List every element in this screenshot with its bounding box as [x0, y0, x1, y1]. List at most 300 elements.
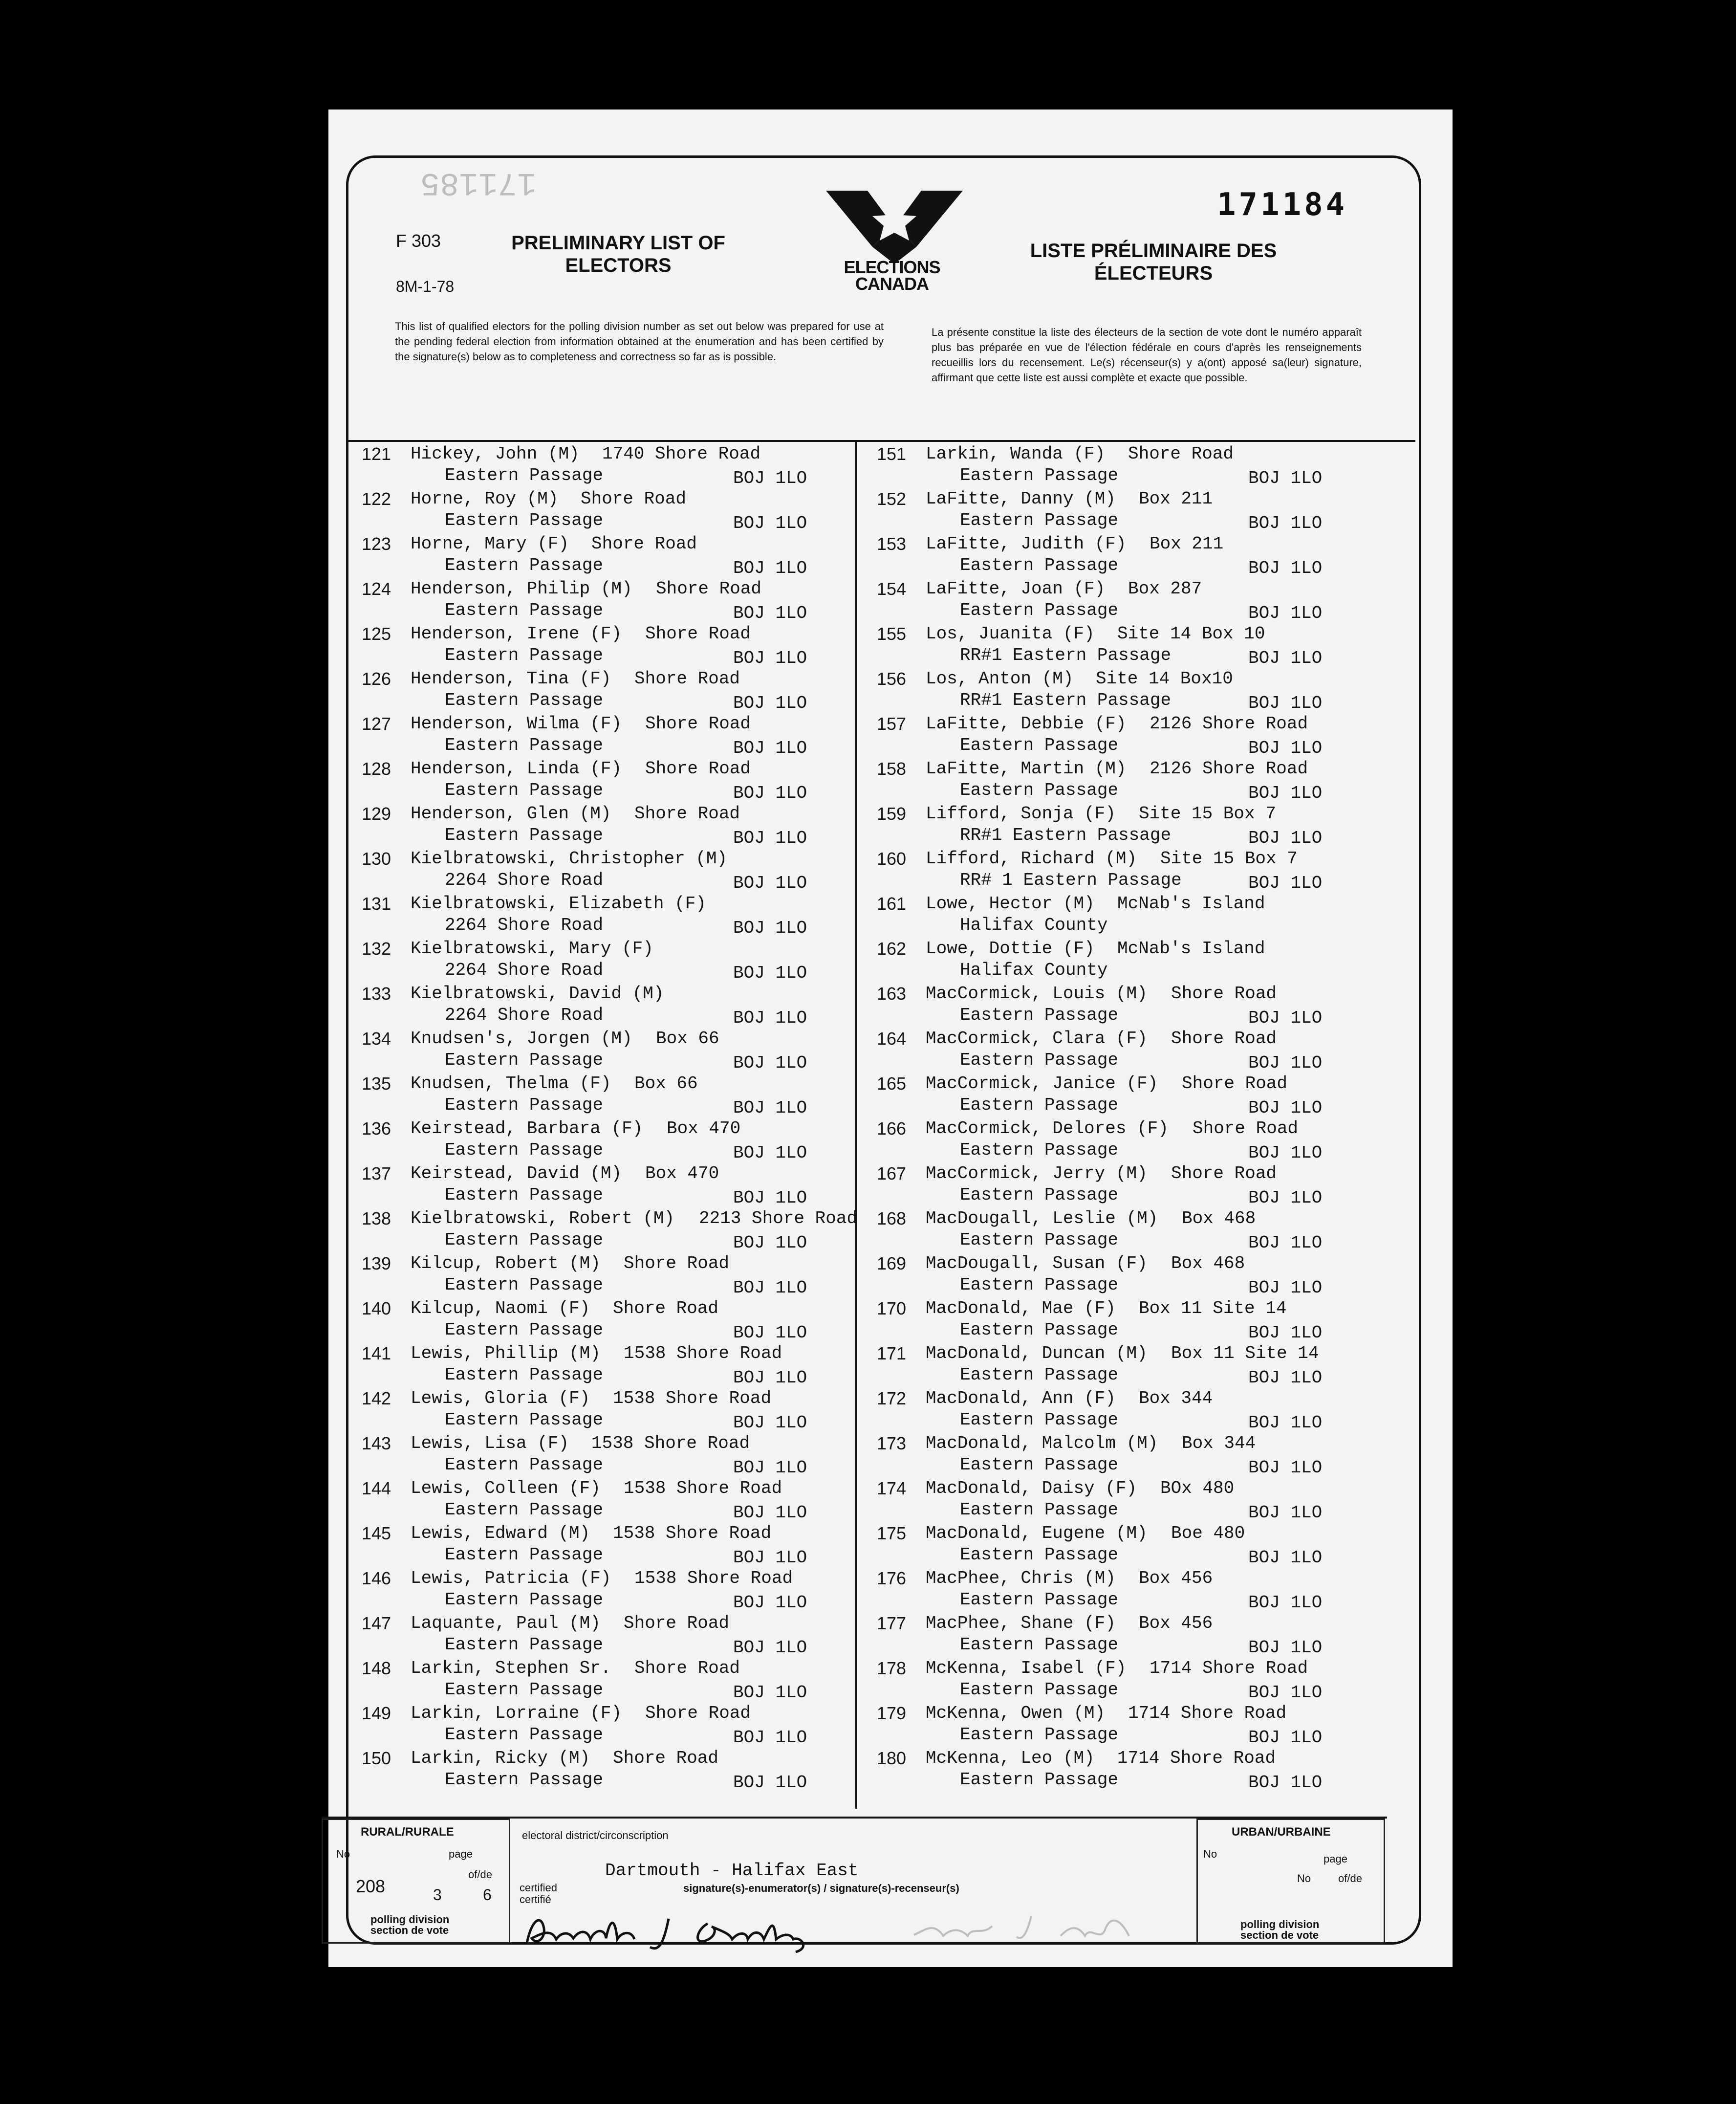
page-total: 6: [483, 1886, 492, 1904]
elector-name: Henderson, Glen (M): [411, 804, 611, 824]
elector-entry: [877, 1702, 1380, 1747]
elector-name: Lewis, Edward (M): [411, 1523, 590, 1543]
elector-name: MacDonald, Ann (F): [926, 1388, 1116, 1408]
elector-address-line2: Eastern Passage: [960, 1500, 1119, 1520]
intro-text-french: La présente constitue la liste des électeurs de la section de vote dont le numéro apparaît plus bas préparée en vue de l'élection fédérale en cours d'après les renseignements recueillis lors du recensement. Le(s) récenseur(s) y a(ont) apposé sa(leur) signature, affirmant que cette liste est aussi complète et exacte que possible.: [932, 326, 1362, 384]
elector-address: 1538 Shore Road: [624, 1343, 782, 1363]
elector-address: Shore Road: [645, 624, 751, 644]
elector-number: 137: [362, 1163, 391, 1184]
elector-address-line2: Eastern Passage: [445, 1455, 604, 1475]
elector-address-line2: Eastern Passage: [960, 1320, 1119, 1340]
elector-number: 124: [362, 579, 391, 599]
elector-entry: [362, 623, 865, 668]
elector-number: 128: [362, 759, 391, 779]
elector-number: 167: [877, 1163, 907, 1184]
elector-number: 145: [362, 1523, 391, 1543]
elector-name: Larkin, Wanda (F): [926, 444, 1106, 464]
elector-entry: [362, 1252, 865, 1297]
elector-name: Kilcup, Robert (M): [411, 1253, 601, 1273]
elector-postal-code: BOJ 1LO: [1248, 783, 1323, 803]
elector-entry: [362, 1612, 865, 1657]
elector-address: Shore Road: [656, 579, 762, 599]
elector-address-line2: Eastern Passage: [960, 465, 1119, 485]
elector-postal-code: BOJ 1LO: [1248, 1278, 1323, 1298]
elector-address-line2: Eastern Passage: [445, 1680, 604, 1700]
elector-address: Site 15 Box 7: [1160, 849, 1298, 869]
elector-postal-code: BOJ 1LO: [1248, 873, 1323, 893]
elector-entry: [362, 758, 865, 803]
elector-name: Los, Juanita (F): [926, 624, 1095, 644]
elector-number: 133: [362, 984, 391, 1004]
elector-number: 162: [877, 939, 907, 959]
elector-number: 149: [362, 1703, 391, 1723]
elector-address-line2: Eastern Passage: [445, 1095, 604, 1115]
page-number: 3: [433, 1886, 442, 1904]
rural-page-label: page: [449, 1848, 473, 1860]
elector-entry: [877, 938, 1380, 983]
elector-address: Shore Road: [581, 489, 687, 509]
elector-entry: [362, 578, 865, 623]
elector-address: Box 470: [667, 1118, 741, 1139]
elector-address-line2: Eastern Passage: [960, 1590, 1119, 1610]
serial-number: 171184: [1217, 187, 1348, 223]
elector-number: 132: [362, 939, 391, 959]
elector-postal-code: BOJ 1LO: [733, 1548, 807, 1568]
elector-column-left: [362, 443, 865, 1792]
urban-no-label: No: [1203, 1848, 1217, 1860]
elector-name: Lewis, Lisa (F): [411, 1433, 569, 1453]
bleedthrough-signature: [894, 1907, 1139, 1946]
elector-number: 164: [877, 1029, 907, 1049]
elector-name: Knudsen's, Jorgen (M): [411, 1029, 632, 1049]
elector-entry: [362, 1477, 865, 1522]
elector-entry: [362, 803, 865, 848]
elector-postal-code: BOJ 1LO: [733, 1773, 807, 1793]
elector-address: Box 344: [1182, 1433, 1256, 1453]
elector-name: Kielbratowski, Elizabeth (F): [411, 894, 706, 914]
elector-number: 169: [877, 1253, 907, 1273]
elector-entry: [362, 938, 865, 983]
elector-address: Box 468: [1182, 1208, 1256, 1228]
elector-postal-code: BOJ 1LO: [1248, 738, 1323, 758]
elector-entry: [362, 443, 865, 488]
elector-name: Keirstead, Barbara (F): [411, 1118, 643, 1139]
elector-entry: [877, 668, 1380, 713]
elector-name: Larkin, Stephen Sr.: [411, 1658, 611, 1678]
electoral-district: Dartmouth - Halifax East: [605, 1861, 859, 1881]
elector-name: Henderson, Linda (F): [411, 759, 622, 779]
elector-address: Box 456: [1139, 1568, 1213, 1588]
elector-entry: [877, 1297, 1380, 1342]
elector-postal-code: BOJ 1LO: [1248, 1593, 1323, 1613]
elector-name: MacCormick, Jerry (M): [926, 1163, 1148, 1184]
elector-address-line2: Eastern Passage: [960, 780, 1119, 800]
elector-entry: [877, 1522, 1380, 1567]
elector-name: Horne, Mary (F): [411, 534, 569, 554]
elector-number: 134: [362, 1029, 391, 1049]
elector-postal-code: BOJ 1LO: [733, 1278, 807, 1298]
elector-postal-code: BOJ 1LO: [733, 1458, 807, 1478]
elector-name: Lowe, Hector (M): [926, 894, 1095, 914]
elector-address: Shore Road: [645, 1703, 751, 1723]
elector-postal-code: BOJ 1LO: [1248, 828, 1323, 848]
elector-number: 165: [877, 1074, 907, 1094]
elector-entry: [877, 623, 1380, 668]
elector-name: MacCormick, Janice (F): [926, 1074, 1158, 1094]
elector-address: Shore Road: [645, 714, 751, 734]
form-footer: [322, 1817, 1387, 1947]
elector-address: 1740 Shore Road: [602, 444, 761, 464]
elector-postal-code: BOJ 1LO: [733, 468, 807, 488]
elector-name: LaFitte, Joan (F): [926, 579, 1106, 599]
elector-entry: [877, 1162, 1380, 1207]
polling-division-number: 208: [356, 1876, 386, 1896]
elector-address-line2: Halifax County: [960, 960, 1108, 980]
elector-address-line2: Eastern Passage: [445, 1635, 604, 1655]
elector-address: Shore Road: [634, 804, 740, 824]
elector-number: 174: [877, 1478, 907, 1498]
elector-postal-code: BOJ 1LO: [1248, 1008, 1323, 1028]
elector-entry: [362, 1342, 865, 1387]
elector-entry: [877, 1387, 1380, 1432]
elector-number: 172: [877, 1388, 907, 1408]
elector-entry: [362, 1522, 865, 1567]
elector-entry: [877, 1567, 1380, 1612]
elector-name: Horne, Roy (M): [411, 489, 559, 509]
elector-name: LaFitte, Danny (M): [926, 489, 1116, 509]
elector-postal-code: BOJ 1LO: [1248, 1683, 1323, 1703]
elector-entry: [362, 893, 865, 938]
elector-postal-code: BOJ 1LO: [1248, 1503, 1323, 1523]
elector-postal-code: BOJ 1LO: [1248, 1773, 1323, 1793]
enumerator-signature: [522, 1909, 835, 1953]
elector-name: Hickey, John (M): [411, 444, 580, 464]
elector-postal-code: BOJ 1LO: [1248, 693, 1323, 713]
elector-address: Box 468: [1171, 1253, 1245, 1273]
elector-entry: [362, 668, 865, 713]
elector-name: McKenna, Isabel (F): [926, 1658, 1127, 1678]
elector-address-line2: Eastern Passage: [445, 600, 604, 620]
elector-address-line2: Eastern Passage: [960, 1095, 1119, 1115]
urban-of-label: of/de: [1338, 1872, 1362, 1885]
elector-postal-code: BOJ 1LO: [733, 738, 807, 758]
elector-entry: [362, 488, 865, 533]
elector-address: Site 15 Box 7: [1139, 804, 1276, 824]
elector-number: 156: [877, 669, 907, 689]
header-divider: [347, 440, 1415, 442]
elector-name: McKenna, Leo (M): [926, 1748, 1095, 1768]
elector-name: Lifford, Richard (M): [926, 849, 1137, 869]
urban-no-label-2: No: [1297, 1872, 1311, 1885]
elector-number: 161: [877, 894, 907, 914]
elector-address-line2: Eastern Passage: [960, 1230, 1119, 1250]
elector-number: 160: [877, 849, 907, 869]
elector-address: 2126 Shore Road: [1150, 759, 1308, 779]
elector-number: 155: [877, 624, 907, 644]
elector-address: McNab's Island: [1117, 894, 1265, 914]
elector-number: 126: [362, 669, 391, 689]
elector-name: Knudsen, Thelma (F): [411, 1074, 611, 1094]
elector-name: Henderson, Philip (M): [411, 579, 632, 599]
elector-address: Boe 480: [1171, 1523, 1245, 1543]
elector-number: 138: [362, 1208, 391, 1228]
form-number: F 303: [396, 231, 441, 251]
elector-postal-code: BOJ 1LO: [1248, 1368, 1323, 1388]
elector-address-line2: 2264 Shore Road: [445, 870, 604, 890]
elector-address-line2: Eastern Passage: [445, 1545, 604, 1565]
elector-name: Kielbratowski, Mary (F): [411, 939, 653, 959]
elector-name: Lewis, Gloria (F): [411, 1388, 590, 1408]
elector-address-line2: Eastern Passage: [445, 1230, 604, 1250]
elector-name: Lewis, Patricia (F): [411, 1568, 611, 1588]
elector-entry: [877, 848, 1380, 893]
elector-postal-code: BOJ 1LO: [1248, 1728, 1323, 1748]
elector-number: 141: [362, 1343, 391, 1363]
elector-name: Henderson, Wilma (F): [411, 714, 622, 734]
elector-name: MacPhee, Chris (M): [926, 1568, 1116, 1588]
elector-entry: [877, 983, 1380, 1028]
elector-entry: [877, 1432, 1380, 1477]
elector-number: 170: [877, 1298, 907, 1318]
elector-address-line2: Eastern Passage: [445, 645, 604, 665]
elector-address: Shore Road: [634, 1658, 740, 1678]
elector-postal-code: BOJ 1LO: [733, 1683, 807, 1703]
elector-number: 121: [362, 444, 391, 464]
elector-number: 151: [877, 444, 907, 464]
elector-postal-code: BOJ 1LO: [1248, 1188, 1323, 1208]
elector-number: 179: [877, 1703, 907, 1723]
elector-name: MacDougall, Susan (F): [926, 1253, 1148, 1273]
elector-name: MacPhee, Shane (F): [926, 1613, 1116, 1633]
elector-address: Box 66: [656, 1029, 719, 1049]
elector-address-line2: Eastern Passage: [960, 555, 1119, 575]
elector-postal-code: BOJ 1LO: [1248, 513, 1323, 533]
elector-entry: [362, 1073, 865, 1118]
elector-address-line2: RR#1 Eastern Passage: [960, 645, 1172, 665]
elector-address-line2: Eastern Passage: [960, 1275, 1119, 1295]
elector-address-line2: Halifax County: [960, 915, 1108, 935]
elector-name: Lowe, Dottie (F): [926, 939, 1095, 959]
elector-address-line2: Eastern Passage: [445, 465, 604, 485]
rural-no-label: No: [336, 1848, 350, 1860]
elector-number: 146: [362, 1568, 391, 1588]
elector-postal-code: BOJ 1LO: [733, 1323, 807, 1343]
logo-text: ELECTIONS CANADA: [844, 257, 940, 294]
elector-address: 1538 Shore Road: [613, 1523, 772, 1543]
elector-address-line2: Eastern Passage: [445, 735, 604, 755]
elector-address: Shore Road: [634, 669, 740, 689]
elector-number: 140: [362, 1298, 391, 1318]
elector-postal-code: BOJ 1LO: [733, 513, 807, 533]
elector-entry: [362, 1657, 865, 1702]
title-french: LISTE PRÉLIMINAIRE DES ÉLECTEURS: [1030, 240, 1277, 284]
elector-entry: [362, 1567, 865, 1612]
elector-number: 150: [362, 1748, 391, 1768]
elector-address-line2: Eastern Passage: [445, 1320, 604, 1340]
elector-entry: [362, 1162, 865, 1207]
elector-address-line2: Eastern Passage: [960, 1140, 1119, 1160]
elector-address: 1714 Shore Road: [1128, 1703, 1287, 1723]
elector-entry: [362, 1118, 865, 1162]
elector-postal-code: BOJ 1LO: [1248, 1458, 1323, 1478]
elector-name: MacDonald, Duncan (M): [926, 1343, 1148, 1363]
elector-address-line2: Eastern Passage: [445, 1770, 604, 1790]
elector-address: Box 11 Site 14: [1139, 1298, 1287, 1318]
elector-entry: [877, 533, 1380, 578]
elector-number: 157: [877, 714, 907, 734]
elector-postal-code: BOJ 1LO: [733, 558, 807, 578]
elector-entry: [877, 713, 1380, 758]
mirrored-serial-bleedthrough: 171185: [420, 164, 537, 201]
rural-label: RURAL/RURALE: [361, 1825, 454, 1839]
elector-address: Shore Road: [1182, 1074, 1288, 1094]
elector-address: Box 11 Site 14: [1171, 1343, 1319, 1363]
elector-name: Kilcup, Naomi (F): [411, 1298, 590, 1318]
elector-address-line2: Eastern Passage: [960, 1770, 1119, 1790]
elector-postal-code: BOJ 1LO: [733, 1098, 807, 1118]
elector-name: MacDonald, Eugene (M): [926, 1523, 1148, 1543]
elector-address-line2: Eastern Passage: [960, 1365, 1119, 1385]
elector-entry: [877, 1118, 1380, 1162]
elector-name: LaFitte, Martin (M): [926, 759, 1127, 779]
elector-postal-code: BOJ 1LO: [733, 783, 807, 803]
elector-entry: [877, 488, 1380, 533]
elector-column-right: [877, 443, 1380, 1792]
elector-number: 143: [362, 1433, 391, 1453]
elector-postal-code: BOJ 1LO: [1248, 468, 1323, 488]
elector-address-line2: Eastern Passage: [960, 600, 1119, 620]
elector-address-line2: Eastern Passage: [445, 510, 604, 530]
signature-label: signature(s)-enumerator(s) / signature(s)-recenseur(s): [683, 1882, 959, 1894]
elector-postal-code: BOJ 1LO: [733, 1368, 807, 1388]
elector-postal-code: BOJ 1LO: [1248, 1143, 1323, 1163]
elector-postal-code: BOJ 1LO: [1248, 648, 1323, 668]
elector-name: MacCormick, Delores (F): [926, 1118, 1169, 1139]
elector-postal-code: BOJ 1LO: [733, 1413, 807, 1433]
elector-postal-code: BOJ 1LO: [733, 1638, 807, 1658]
elector-postal-code: BOJ 1LO: [733, 828, 807, 848]
elector-entry: [877, 443, 1380, 488]
elector-postal-code: BOJ 1LO: [1248, 1638, 1323, 1658]
elector-address: Shore Road: [1171, 1163, 1277, 1184]
elector-number: 152: [877, 489, 907, 509]
elector-number: 168: [877, 1208, 907, 1228]
urban-page-label: page: [1324, 1853, 1347, 1865]
elector-address: Shore Road: [591, 534, 697, 554]
elector-number: 125: [362, 624, 391, 644]
elector-address-line2: Eastern Passage: [445, 1410, 604, 1430]
elector-address: Box 211: [1139, 489, 1213, 509]
rural-polling-label: polling division section de vote: [370, 1913, 450, 1936]
elector-address-line2: Eastern Passage: [960, 1185, 1119, 1205]
elector-name: McKenna, Owen (M): [926, 1703, 1106, 1723]
elector-address: Shore Road: [1128, 444, 1234, 464]
elector-entry: [362, 848, 865, 893]
elector-address: 1538 Shore Road: [624, 1478, 782, 1498]
elector-entry: [362, 1702, 865, 1747]
elector-number: 176: [877, 1568, 907, 1588]
elector-address: Shore Road: [1193, 1118, 1299, 1139]
elector-name: Lewis, Phillip (M): [411, 1343, 601, 1363]
elector-address: 2213 Shore Road: [699, 1208, 858, 1228]
elector-address: Box 470: [645, 1163, 719, 1184]
elector-number: 158: [877, 759, 907, 779]
elector-number: 178: [877, 1658, 907, 1678]
elector-postal-code: BOJ 1LO: [733, 1233, 807, 1253]
elector-number: 129: [362, 804, 391, 824]
elector-address: 1714 Shore Road: [1117, 1748, 1276, 1768]
elector-address: Shore Road: [645, 759, 751, 779]
elector-entry: [877, 578, 1380, 623]
elector-name: MacDonald, Daisy (F): [926, 1478, 1137, 1498]
elector-address: Shore Road: [624, 1253, 730, 1273]
elector-entry: [362, 983, 865, 1028]
elector-number: 159: [877, 804, 907, 824]
elector-address-line2: Eastern Passage: [445, 1275, 604, 1295]
elector-address-line2: RR#1 Eastern Passage: [960, 690, 1172, 710]
elector-entry: [877, 1252, 1380, 1297]
elector-address: Shore Road: [613, 1298, 719, 1318]
elector-address: 2126 Shore Road: [1150, 714, 1308, 734]
elector-address: Box 456: [1139, 1613, 1213, 1633]
elector-number: 171: [877, 1343, 907, 1363]
elector-name: Kielbratowski, David (M): [411, 984, 664, 1004]
elector-postal-code: BOJ 1LO: [733, 603, 807, 623]
elector-address: McNab's Island: [1117, 939, 1265, 959]
elector-address-line2: Eastern Passage: [960, 1005, 1119, 1025]
elector-number: 180: [877, 1748, 907, 1768]
elector-address-line2: Eastern Passage: [445, 555, 604, 575]
elector-number: 177: [877, 1613, 907, 1633]
elector-name: Henderson, Irene (F): [411, 624, 622, 644]
elector-address-line2: Eastern Passage: [960, 1725, 1119, 1745]
elector-entry: [877, 803, 1380, 848]
elector-postal-code: BOJ 1LO: [733, 1143, 807, 1163]
elector-address-line2: Eastern Passage: [960, 1410, 1119, 1430]
rural-of-label: of/de: [468, 1868, 492, 1881]
elector-entry: [362, 1432, 865, 1477]
elector-postal-code: BOJ 1LO: [733, 1053, 807, 1073]
elector-name: Lifford, Sonja (F): [926, 804, 1116, 824]
elector-entry: [362, 1028, 865, 1073]
elector-postal-code: BOJ 1LO: [1248, 1323, 1323, 1343]
elector-number: 163: [877, 984, 907, 1004]
elector-entry: [877, 1657, 1380, 1702]
elector-number: 144: [362, 1478, 391, 1498]
elector-entry: [877, 1028, 1380, 1073]
elector-postal-code: BOJ 1LO: [733, 963, 807, 983]
elector-name: MacDonald, Mae (F): [926, 1298, 1116, 1318]
elector-entry: [877, 1477, 1380, 1522]
elector-entry: [877, 758, 1380, 803]
title-english: PRELIMINARY LIST OF ELECTORS: [511, 232, 725, 276]
elector-number: 154: [877, 579, 907, 599]
elector-postal-code: BOJ 1LO: [733, 1728, 807, 1748]
elector-name: Henderson, Tina (F): [411, 669, 611, 689]
urban-polling-label: polling division section de vote: [1240, 1918, 1320, 1941]
elector-number: 123: [362, 534, 391, 554]
form-date: 8M-1-78: [396, 278, 455, 295]
elector-address-line2: Eastern Passage: [445, 1725, 604, 1745]
elector-address-line2: Eastern Passage: [445, 1140, 604, 1160]
elector-entry: [877, 1073, 1380, 1118]
elector-address: Shore Road: [613, 1748, 719, 1768]
elector-number: 175: [877, 1523, 907, 1543]
elector-entry: [362, 533, 865, 578]
elector-entry: [877, 1747, 1380, 1792]
elector-name: LaFitte, Debbie (F): [926, 714, 1127, 734]
elector-entry: [362, 1297, 865, 1342]
